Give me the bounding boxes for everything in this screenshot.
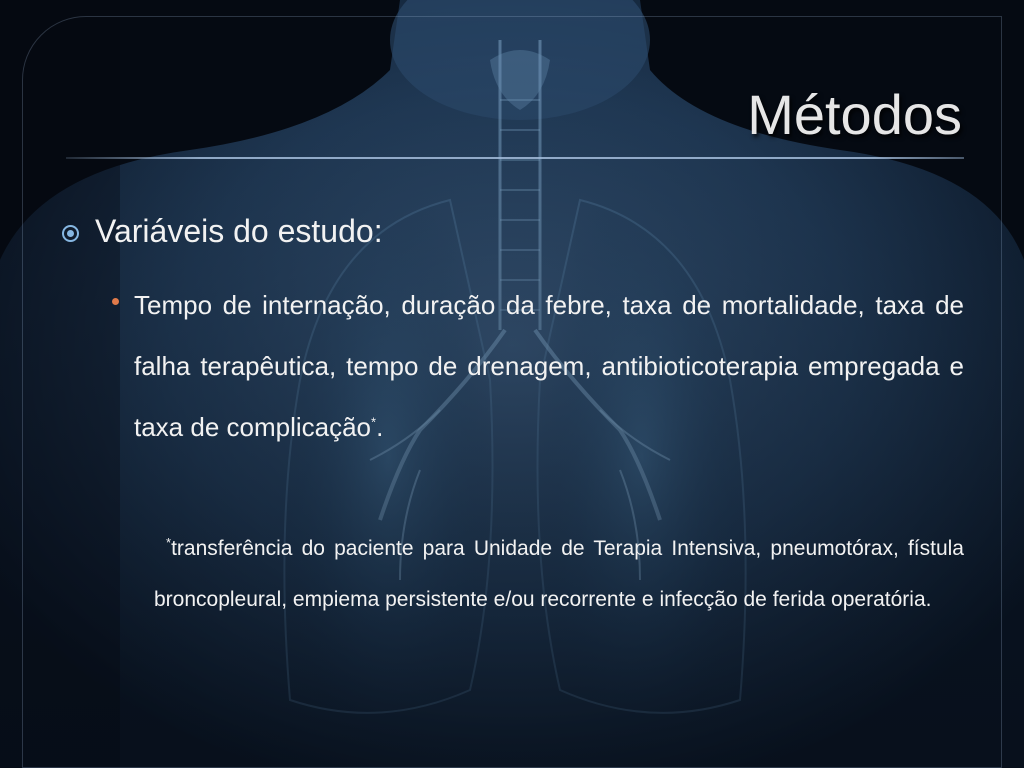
bullet-level1-text: Variáveis do estudo: bbox=[95, 213, 383, 249]
footnote-asterisk: * bbox=[166, 535, 172, 550]
circle-bullet-icon bbox=[62, 225, 79, 242]
footnote-text: transferência do paciente para Unidade de Terapia Intensiva, pneumotórax, fístula broncopleural, empiema persistente e/ou recorrente e infecção de ferida operatória. bbox=[154, 537, 964, 611]
bullet-level2 bbox=[112, 275, 964, 458]
footnote-text-block bbox=[154, 523, 964, 625]
bullet-level2-body: Tempo de internação, duração da febre, taxa de mortalidade, taxa de falha terapêutica, tempo de drenagem, antibioticoterapia empregada e taxa de complicação bbox=[134, 290, 964, 442]
bullet-level2-end: . bbox=[376, 412, 384, 442]
slide-title: Métodos bbox=[747, 83, 962, 146]
title-divider bbox=[66, 157, 964, 159]
footnote-marker: * bbox=[371, 414, 377, 430]
bullet-level1 bbox=[62, 206, 383, 256]
dot-bullet-icon bbox=[112, 298, 119, 305]
footnote bbox=[154, 523, 964, 625]
bullet-level2-text bbox=[134, 275, 964, 458]
